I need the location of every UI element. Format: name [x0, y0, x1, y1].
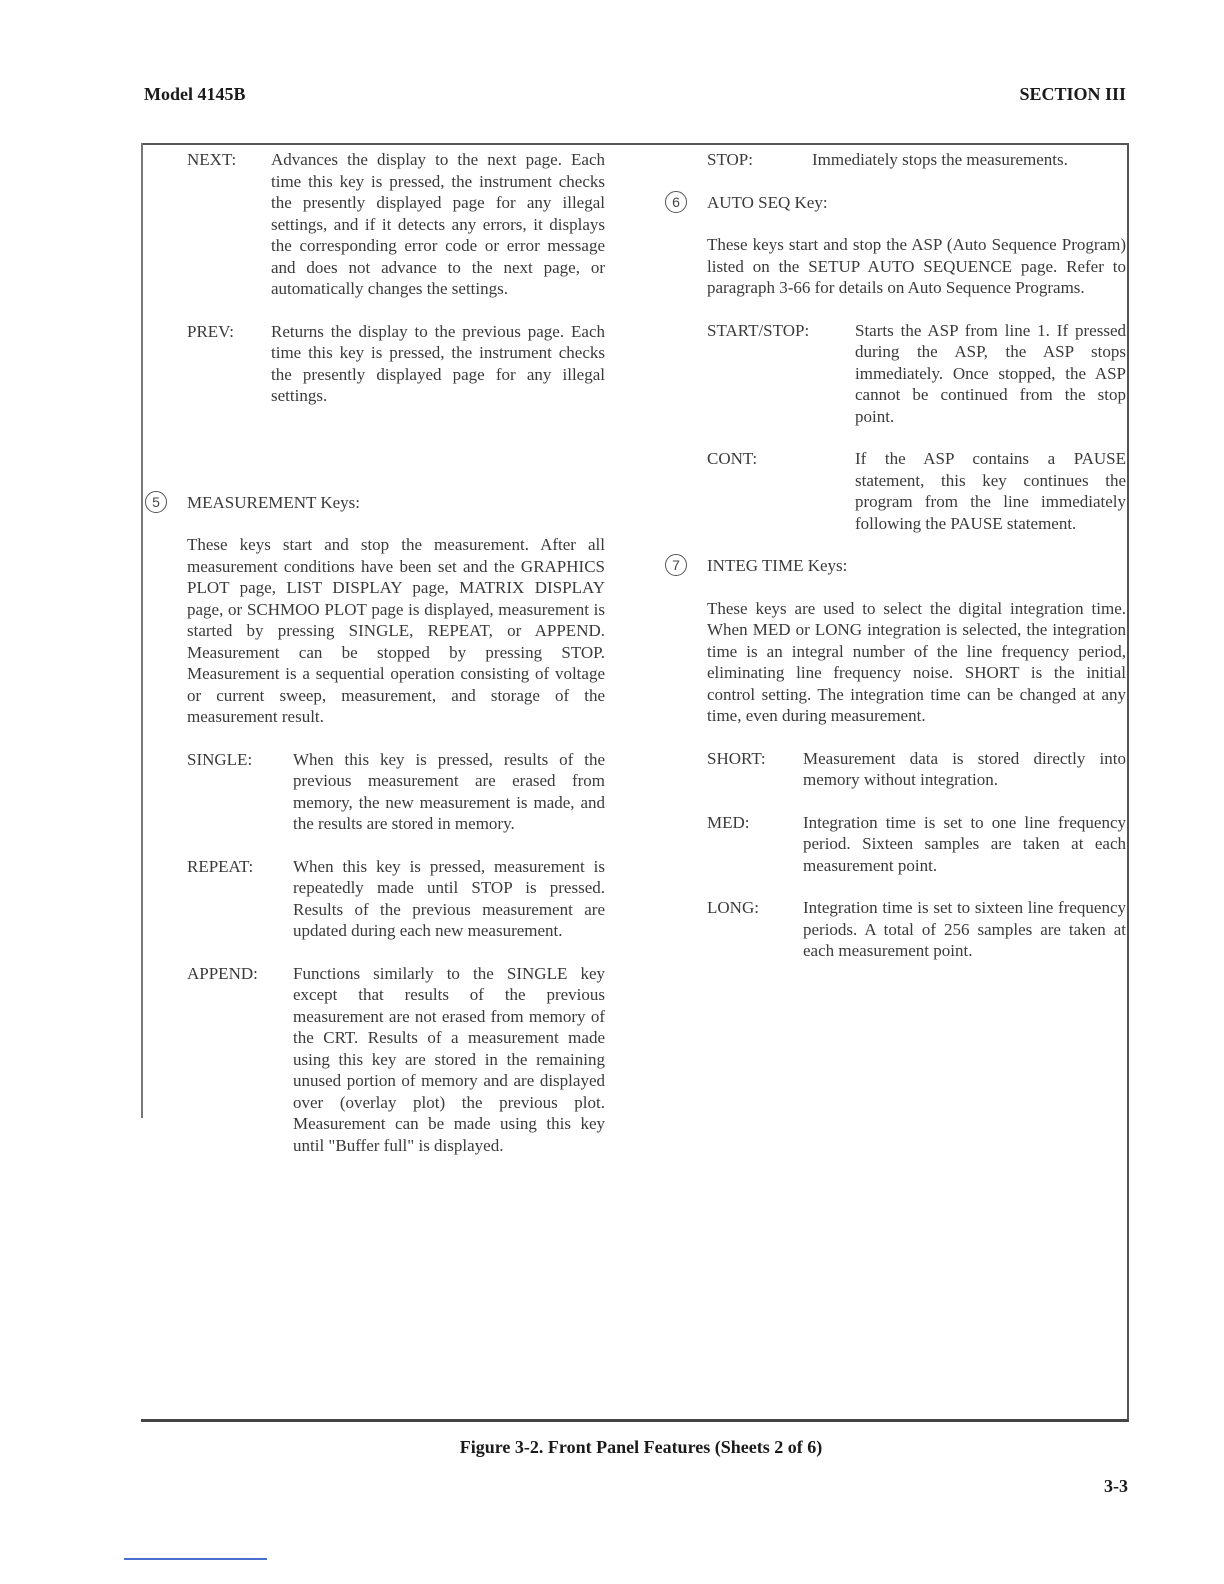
- next-key-label: NEXT:: [187, 150, 237, 169]
- prev-key-label: PREV:: [187, 321, 234, 341]
- integ-time-title: INTEG TIME Keys:: [707, 556, 848, 575]
- start-stop-key-description: Starts the ASP from line 1. If pressed during the ASP, the ASP stops immediately. Once stopped, the ASP cannot be continued from the stop point.: [855, 320, 1126, 426]
- short-key-description: Measurement data is stored directly into memory without integration.: [803, 748, 1126, 789]
- measurement-keys-paragraph: These keys start and stop the measurement. After all measurement conditions have been set and the GRAPHICS PLOT page, LIST DISPLAY page, MATRIX DISPLAY page, or SCHMOO PLOT page is displayed, measurement is started by pressing SINGLE, REPEAT, or APPEND. Measurement can be stopped by pressing STOP. Measurement is a sequential operation consisting of voltage or current sweep, measurement, and storage of the measurement result.: [187, 535, 605, 726]
- figure-caption: Figure 3-2. Front Panel Features (Sheets 2 of 6): [459, 1437, 823, 1457]
- cont-key-entry: [707, 448, 1126, 534]
- auto-seq-heading: [672, 192, 1126, 214]
- single-key-description: When this key is pressed, results of the previous measurement are erased from memory, the new measurement is made, and the results are stored in memory.: [293, 749, 605, 833]
- stop-key-description: Immediately stops the measurements.: [812, 150, 1068, 169]
- append-key-entry: [187, 963, 605, 1157]
- append-key-description: Functions similarly to the SINGLE key except that results of the previous measurement are not erased from memory of the CRT. Results of a measurement made using this key are stored in the remaining unused portion of memory and are displayed over (overlay plot) the previous plot. Measurement can be made using this key until "Buffer full" is displayed.: [293, 963, 605, 1155]
- footer-rule: [124, 1558, 267, 1560]
- single-key-entry: [187, 749, 605, 835]
- med-key-description: Integration time is set to one line frequency period. Sixteen samples are taken at each measurement point.: [803, 812, 1126, 875]
- repeat-key-label: REPEAT:: [187, 856, 254, 876]
- med-key-entry: [707, 812, 1126, 877]
- repeat-key-description: When this key is pressed, measurement is repeatedly made until STOP is pressed. Results of the previous measurement are updated during each new measurement.: [293, 856, 605, 940]
- start-stop-key-label: START/STOP:: [707, 320, 810, 340]
- repeat-key-entry: [187, 856, 605, 942]
- single-key-label: SINGLE:: [187, 749, 253, 769]
- short-key-entry: [707, 748, 1126, 791]
- long-key-label: LONG:: [707, 898, 759, 917]
- header-section: SECTION III: [1019, 84, 1126, 104]
- callout-number-6: 6: [665, 191, 687, 213]
- next-key-entry: [187, 149, 605, 300]
- callout-number-5: 5: [145, 491, 167, 513]
- short-key-label: SHORT:: [707, 748, 766, 768]
- left-column: [152, 149, 605, 1156]
- start-stop-key-entry: [707, 320, 1126, 428]
- page-number: 3-3: [1104, 1476, 1128, 1496]
- integ-time-heading: [672, 555, 1126, 577]
- stop-key-label: STOP:: [707, 150, 753, 169]
- long-key-entry: [707, 897, 1126, 962]
- right-column: [672, 149, 1126, 962]
- append-key-label: APPEND:: [187, 963, 258, 983]
- med-key-label: MED:: [707, 812, 750, 832]
- stop-key-entry: [707, 149, 1126, 171]
- callout-number-7: 7: [665, 554, 687, 576]
- long-key-description: Integration time is set to sixteen line frequency periods. A total of 256 samples are taken at each measurement point.: [803, 898, 1126, 960]
- prev-key-entry: [187, 321, 605, 407]
- figure-frame-left-edge: [141, 143, 143, 1118]
- cont-key-description: If the ASP contains a PAUSE statement, this key continues the program from the line immediately following the PAUSE statement.: [855, 449, 1126, 533]
- cont-key-label: CONT:: [707, 449, 758, 468]
- auto-seq-paragraph: These keys start and stop the ASP (Auto Sequence Program) listed on the SETUP AUTO SEQUENCE page. Refer to paragraph 3-66 for details on Auto Sequence Programs.: [707, 235, 1126, 297]
- header-model: Model 4145B: [144, 84, 246, 104]
- integ-time-paragraph: These keys are used to select the digital integration time. When MED or LONG integration is selected, the integration time is an integral number of the line frequency period, eliminating line frequency noise. SHORT is the initial control setting. The integration time can be changed at any time, even during measurement.: [707, 598, 1126, 725]
- measurement-keys-heading: [152, 492, 605, 514]
- measurement-keys-title: MEASUREMENT Keys:: [187, 492, 360, 512]
- prev-key-description: Returns the display to the previous page. Each time this key is pressed, the instrument checks the presently displayed page for any illegal settings.: [271, 321, 605, 405]
- next-key-description: Advances the display to the next page. Each time this key is pressed, the instrument checks the presently displayed page for any illegal settings, and if it detects any errors, it displays the corresponding error code or error message and does not advance to the next page, or automatically changes the settings.: [271, 150, 605, 298]
- auto-seq-title: AUTO SEQ Key:: [707, 192, 828, 212]
